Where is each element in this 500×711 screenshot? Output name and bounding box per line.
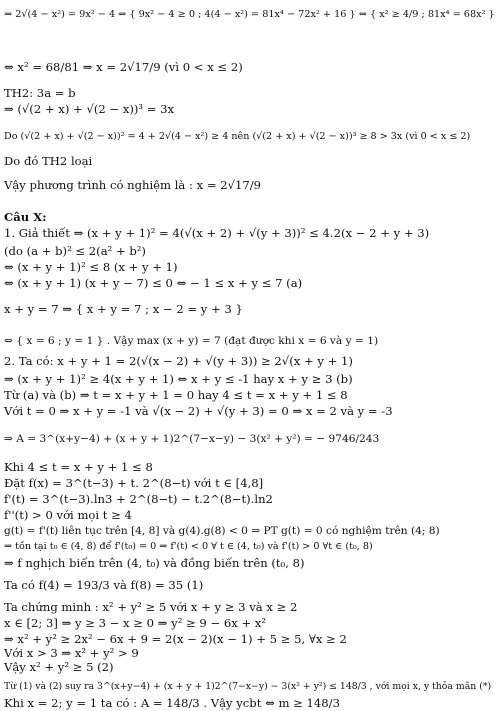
text-line: f'(t) = 3^(t−3).ln3 + 2^(8−t) − t.2^(8−t).ln2 [4,492,273,506]
text-line: Từ (a) và (b) ⇒ t = x + y + 1 = 0 hay 4 ≤ t = x + y + 1 ≤ 8 [4,388,348,402]
text-line: x + y = 7 ⇒ { x + y = 7 ; x − 2 = y + 3 } [4,302,243,316]
text-line: ⇔ (x + y + 1)² ≤ 8 (x + y + 1) [4,260,178,274]
text-line: g(t) = f'(t) liên tục trên [4, 8] và g(4).g(8) < 0 ⇒ PT g(t) = 0 có nghiệm trên (4; 8) [4,525,440,537]
text-line: Do (√(2 + x) + √(2 − x))² = 4 + 2√(4 − x²) ≥ 4 nên (√(2 + x) + √(2 − x))³ ≥ 8 > 3x (vì 0 < x ≤ 2) [4,131,471,142]
text-line: f''(t) > 0 với mọi t ≥ 4 [4,508,132,522]
text-line: ⇒ A = 3^(x+y−4) + (x + y + 1)2^(7−x−y) − 3(x² + y²) = − 9746/243 [4,433,380,445]
text-line: ⇒ tồn tại t₀ ∈ (4, 8) để f'(t₀) = 0 ⇒ f'(t) < 0 ∀ t ∈ (4, t₀) và f'(t) > 0 ∀t ∈ (t₀, 8) [4,541,373,552]
text-line: Từ (1) và (2) suy ra 3^(x+y−4) + (x + y + 1)2^(7−x−y) − 3(x² + y²) ≤ 148/3 , với mọi x, y thỏa mãn (*) [4,681,492,692]
text-line: ⇔ 2√(4 − x²) = 9x² − 4 ⇔ { 9x² − 4 ≥ 0 ; 4(4 − x²) = 81x⁴ − 72x² + 16 } ⇔ { x² ≥ 4/9 ; 81x⁴ = 68x² } [4,9,495,20]
text-line: 1. Giả thiết ⇒ (x + y + 1)² = 4(√(x + 2) + √(y + 3))² ≤ 4.2(x − 2 + y + 3) [4,226,430,240]
text-line: ⇒ (x + y + 1)² ≥ 4(x + y + 1) ⇔ x + y ≤ -1 hay x + y ≥ 3 (b) [4,372,353,386]
text-line: Với x > 3 ⇒ x² + y² > 9 [4,646,139,660]
section-heading: Câu X: [4,210,47,224]
text-line: Ta có f(4) = 193/3 và f(8) = 35 (1) [4,578,204,592]
text-line: ⇔ { x = 6 ; y = 1 } . Vậy max (x + y) = 7 (đạt được khi x = 6 và y = 1) [4,335,379,347]
text-line: Đặt f(x) = 3^(t−3) + t. 2^(8−t) với t ∈ [4,8] [4,476,264,490]
text-line: Vậy x² + y² ≥ 5 (2) [4,660,114,674]
text-line: ⇒ f nghịch biến trên (4, t₀) và đồng biến trên (t₀, 8) [4,556,305,570]
text-line: Với t = 0 ⇒ x + y = -1 và √(x − 2) + √(y + 3) = 0 ⇒ x = 2 và y = -3 [4,404,393,418]
text-line: Vậy phương trình có nghiệm là : x = 2√17/9 [4,178,262,192]
text-line: x ∈ [2; 3] ⇒ y ≥ 3 − x ≥ 0 ⇒ y² ≥ 9 − 6x + x² [4,616,267,630]
text-line: ⇔ x² = 68/81 ⇒ x = 2√17/9 (vì 0 < x ≤ 2) [4,60,243,74]
text-line: ⇒ x² + y² ≥ 2x² − 6x + 9 = 2(x − 2)(x − 1) + 5 ≥ 5, ∀x ≥ 2 [4,632,347,646]
text-line: Khi x = 2; y = 1 ta có : A = 148/3 . Vậy ycbt ⇔ m ≥ 148/3 [4,696,340,710]
text-line: 2. Ta có: x + y + 1 = 2(√(x − 2) + √(y + 3)) ≥ 2√(x + y + 1) [4,354,353,368]
text-line: Do đó TH2 loại [4,154,93,168]
text-line: Khi 4 ≤ t = x + y + 1 ≤ 8 [4,460,153,474]
text-line: ⇒ (√(2 + x) + √(2 − x))³ = 3x [4,102,175,116]
text-line: TH2: 3a = b [4,86,76,100]
text-line: Ta chứng minh : x² + y² ≥ 5 với x + y ≥ 3 và x ≥ 2 [4,600,298,614]
text-line: ⇔ (x + y + 1) (x + y − 7) ≤ 0 ⇔ − 1 ≤ x + y ≤ 7 (a) [4,276,303,290]
text-line: (do (a + b)² ≤ 2(a² + b²) [4,244,146,258]
